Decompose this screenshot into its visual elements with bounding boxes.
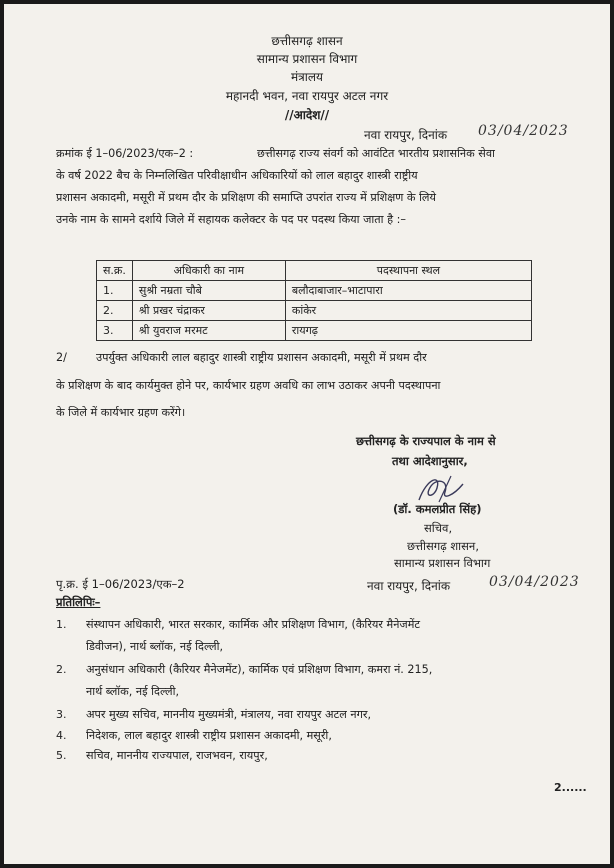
para1-line1: छत्तीसगढ़ राज्य संवर्ग को आवंटित भारतीय प्रशासनिक सेवा [257, 147, 495, 160]
header-state: छत्तीसगढ़ शासन [271, 34, 343, 48]
table-header-posting: पदस्थापना स्थल [285, 261, 531, 281]
endorsement-number: पृ.क्र. ई 1–06/2023/एक–2 [56, 577, 185, 591]
signature-authority-line1: छत्तीसगढ़ के राज्यपाल के नाम से [356, 434, 496, 448]
table-header-serial: स.क्र. [97, 261, 133, 281]
handwritten-signature [379, 472, 489, 504]
copy-item-number: 3. [56, 708, 67, 721]
table-row [97, 281, 532, 301]
para2-line2: के प्रशिक्षण के बाद कार्यमुक्त होने पर, कार्यभार ग्रहण अवधि का लाभ उठाकर अपनी पदस्थापना [56, 379, 441, 392]
header-address: महानदी भवन, नवा रायपुर अटल नगर [225, 89, 389, 103]
order-date-handwritten: 03/04/2023 [478, 123, 569, 139]
table-cell-posting: कांकेर [285, 301, 531, 321]
header-order-title: //आदेश// [284, 108, 330, 122]
table-row [97, 301, 532, 321]
copy-item-number: 1. [56, 618, 67, 631]
order-number: क्रमांक ई 1–06/2023/एक–2 : [56, 147, 194, 160]
para1-line4: उनके नाम के सामने दर्शाये जिले में सहायक कलेक्टर के पद पर पदस्थ किया जाता है :– [56, 213, 406, 226]
copy-item-number: 2. [56, 663, 67, 676]
copy-item-line: अपर मुख्य सचिव, माननीय मुख्यमंत्री, मंत्रालय, नवा रायपुर अटल नगर, [86, 708, 372, 721]
copy-item-number: 4. [56, 729, 67, 742]
signatory-department: सामान्य प्रशासन विभाग [394, 556, 491, 570]
table-cell-officer: सुश्री नम्रता चौबे [132, 281, 285, 301]
table-header-officer: अधिकारी का नाम [132, 261, 285, 281]
para1-line2: के वर्ष 2022 बैच के निम्नलिखित परिवीक्षाधीन अधिकारियों को लाल बहादुर शास्त्री राष्ट्रीय [56, 169, 418, 182]
para1-line3: प्रशासन अकादमी, मसूरी में प्रथम दौर के प्रशिक्षण की समाप्ति उपरांत राज्य में प्रशिक्षण के लिये [56, 191, 437, 204]
copy-item-line: डिवीजन), नार्थ ब्लॉक, नई दिल्ली, [86, 640, 224, 653]
table-cell-serial: 1. [97, 281, 133, 301]
postings-table [96, 260, 532, 341]
copy-item-number: 5. [56, 749, 67, 762]
table-row [97, 321, 532, 341]
table-cell-officer: श्री प्रखर चंद्राकर [132, 301, 285, 321]
table-cell-serial: 2. [97, 301, 133, 321]
header-ministry: मंत्रालय [290, 70, 323, 84]
para2-number: 2/ [56, 351, 67, 364]
document-page [4, 4, 610, 864]
endorsement-place-date-label: नवा रायपुर, दिनांक [367, 579, 451, 593]
endorsement-date-handwritten: 03/04/2023 [489, 574, 580, 590]
order-place-date-label: नवा रायपुर, दिनांक [364, 128, 448, 142]
table-header-row [97, 261, 532, 281]
copy-item-line: सचिव, माननीय राज्यपाल, राजभवन, रायपुर, [86, 749, 268, 762]
copy-item-line: अनुसंधान अधिकारी (कैरियर मैनेजमेंट), कार्मिक एवं प्रशिक्षण विभाग, कमरा नं. 215, [86, 663, 433, 676]
copy-to-label: प्रतिलिपिः– [56, 595, 101, 609]
signatory-designation: सचिव, [424, 521, 453, 535]
copy-item-line: संस्थापन अधिकारी, भारत सरकार, कार्मिक और प्रशिक्षण विभाग, (कैरियर मैनेजमेंट [86, 618, 421, 631]
table-cell-officer: श्री युवराज मरमट [132, 321, 285, 341]
signature-authority-line2: तथा आदेशानुसार, [392, 454, 468, 468]
table-cell-posting: बलौदाबाजार–भाटापारा [285, 281, 531, 301]
para2-line1: उपर्युक्त अधिकारी लाल बहादुर शास्त्री राष्ट्रीय प्रशासन अकादमी, मसूरी में प्रथम दौर [96, 351, 427, 364]
copy-item-line: निदेशक, लाल बहादुर शास्त्री राष्ट्रीय प्रशासन अकादमी, मसूरी, [86, 729, 332, 742]
para2-line3: के जिले में कार्यभार ग्रहण करेंगे। [56, 406, 186, 419]
table-cell-posting: रायगढ़ [285, 321, 531, 341]
copy-item-line: नार्थ ब्लॉक, नई दिल्ली, [86, 685, 180, 698]
signatory-name: (डॉ. कमलप्रीत सिंह) [393, 502, 482, 516]
table-cell-serial: 3. [97, 321, 133, 341]
header-department: सामान्य प्रशासन विभाग [256, 52, 358, 66]
signatory-government: छत्तीसगढ़ शासन, [407, 539, 479, 553]
page-continuation-marker: 2...... [554, 781, 587, 794]
